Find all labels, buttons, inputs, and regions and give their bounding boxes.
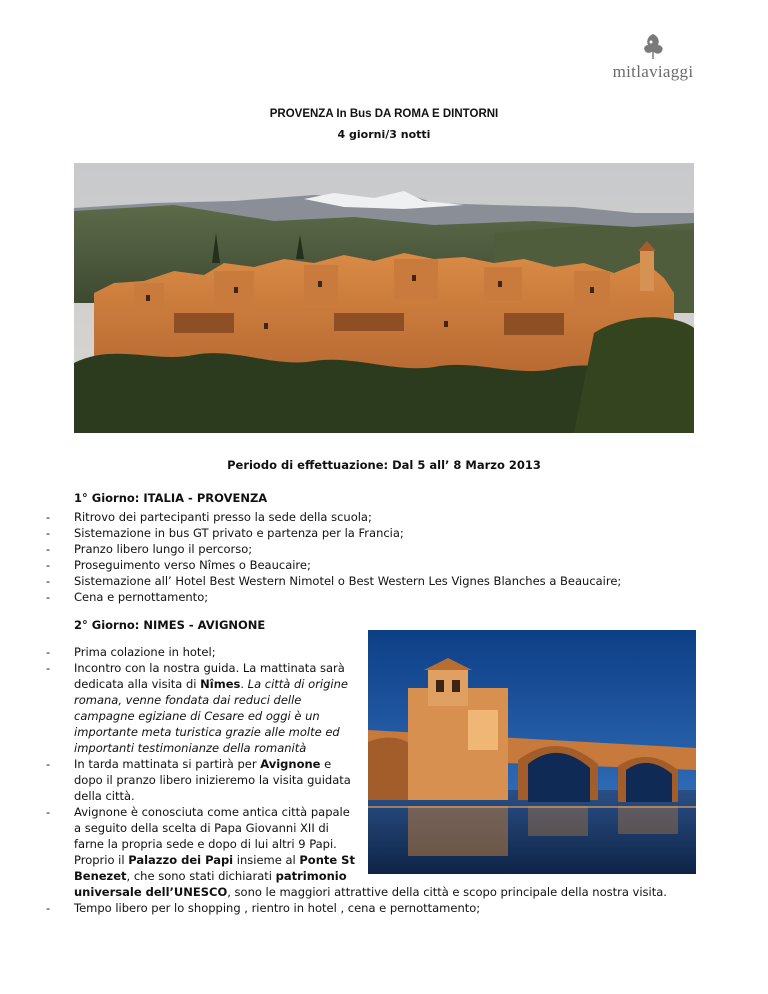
list-item: - Tempo libero per lo shopping , rientro in hotel , cena e pernottamento; xyxy=(46,901,481,915)
page-subtitle: 4 giorni/3 notti xyxy=(337,128,431,141)
company-logo xyxy=(598,32,708,94)
list-item: - Incontro con la nostra guida. La mattinata sarà dedicata alla visita di Nîmes. La città di origine romana, venne fondata dai reduci delle campagne egiziane di Cesare ed oggi è un importante meta turistica grazie alle molte ed importanti testimonianze della romanità xyxy=(46,661,348,755)
page-title: PROVENZA In Bus DA ROMA E DINTORNI xyxy=(269,108,499,120)
list-item: - Sistemazione in bus GT privato e partenza per la Francia; xyxy=(46,526,404,540)
list-marker: - xyxy=(46,901,51,915)
day2-title: 2° Giorno: NIMES - AVIGNONE xyxy=(74,618,266,632)
provence-village-photo xyxy=(74,163,694,433)
day1-title: 1° Giorno: ITALIA - PROVENZA xyxy=(74,491,268,505)
list-item: - Ritrovo dei partecipanti presso la sede della scuola; xyxy=(46,510,372,524)
list-marker: - xyxy=(46,526,51,540)
list-item: - Pranzo libero lungo il percorso; xyxy=(46,542,253,556)
list-marker: - xyxy=(46,542,51,556)
day2-list xyxy=(0,644,667,916)
list-marker: - xyxy=(46,805,51,819)
list-item: - Proseguimento verso Nîmes o Beaucaire; xyxy=(46,558,311,572)
list-marker: - xyxy=(46,757,51,771)
list-marker: - xyxy=(46,590,51,604)
logo-wordmark: mitlaviaggi xyxy=(612,62,694,81)
list-marker: - xyxy=(46,645,51,659)
period-heading: Periodo di effettuazione: Dal 5 all’ 8 Marzo 2013 xyxy=(227,458,541,472)
list-marker: - xyxy=(46,661,51,675)
list-item: - Sistemazione all’ Hotel Best Western Nimotel o Best Western Les Vignes Blanches a Beaucaire; xyxy=(46,574,622,588)
list-marker: - xyxy=(46,510,51,524)
list-marker: - xyxy=(46,574,51,588)
list-item: - Prima colazione in hotel; xyxy=(46,645,216,659)
list-marker: - xyxy=(46,558,51,572)
day1-list xyxy=(0,509,700,605)
logo-emblem-icon xyxy=(638,32,668,60)
list-item: - In tarda mattinata si partirà per Avignone e dopo il pranzo libero inizieremo la visita guidata della città. xyxy=(46,757,351,803)
list-item: - Cena e pernottamento; xyxy=(46,590,209,604)
list-item: - Avignone è conosciuta come antica città papale a seguito della scelta di Papa Giovanni XII di farne la propria sede e dopo di lui altri 9 Papi. Proprio il Palazzo dei Papi insieme al Ponte St Benezet, che sono stati dichiarati patrimonio universale dell’UNESCO, sono le maggiori attrattive della città e scopo principale della nostra visita. xyxy=(46,805,667,899)
